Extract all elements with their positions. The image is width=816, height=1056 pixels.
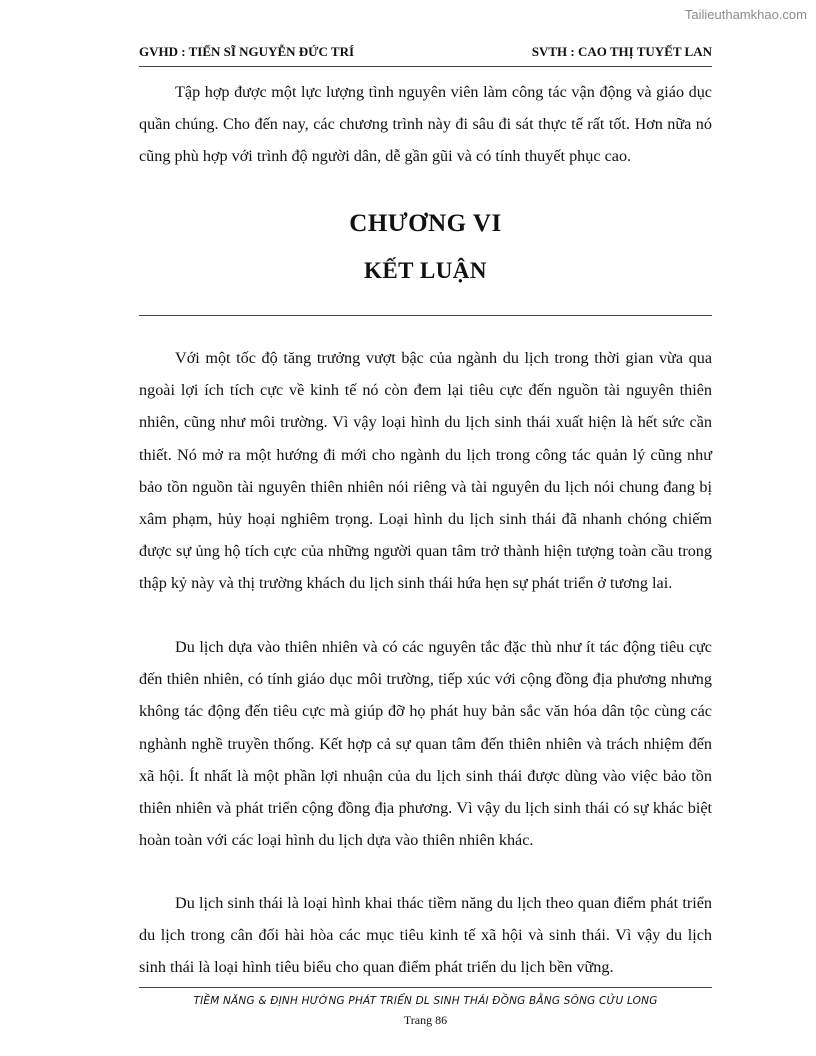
body-paragraph-2: Du lịch dựa vào thiên nhiên và có các nguyên tắc đặc thù như ít tác động tiêu cực đến thiên nhiên, có tính giáo dục môi trường, tiếp xúc với cộng đồng địa phương nhưng không tác động đến tiêu cực mà giúp đỡ họ phát huy bản sắc văn hóa dân tộc cùng các nghành nghề truyền thống. Kết hợp cả sự quan tâm đến thiên nhiên và trách nhiệm đến xã hội. Ít nhất là một phần lợi nhuận của du lịch sinh thái được dùng vào việc bảo tồn thiên nhiên và phát triển cộng đồng địa phương. Vì vậy du lịch sinh thái có sự khác biệt hoàn toàn với các loại hình du lịch dựa vào thiên nhiên khác. xyxy=(139,638,712,850)
footer-title: TIỀM NĂNG & ĐỊNH HƯỚNG PHÁT TRIỂN DL SINH THÁI ĐỒNG BẰNG SÔNG CỬU LONG xyxy=(193,995,658,1007)
intro-paragraph: Tập hợp được một lực lượng tình nguyên viên làm công tác vận động và giáo dục quần chúng. Cho đến nay, các chương trình này đi sâu đi sát thực tế rất tốt. Hơn nữa nó cũng phù hợp với trình độ người dân, dễ gần gũi và có tính thuyết phục cao. xyxy=(139,83,712,166)
page-header xyxy=(139,44,712,64)
header-divider xyxy=(139,66,712,67)
chapter-title: KẾT LUẬN xyxy=(363,258,488,283)
footer-divider xyxy=(139,987,712,988)
body-paragraph-3: Du lịch sinh thái là loại hình khai thác tiềm năng du lịch theo quan điểm phát triển du lịch trong cân đối hài hòa các mục tiêu kinh tế xã hội và sinh thái. Vì vậy du lịch sinh thái là loại hình tiêu biểu cho quan điểm phát triển du lịch bền vững. xyxy=(139,894,712,977)
chapter-number: CHƯƠNG VI xyxy=(349,210,502,237)
watermark: Tailieuthamkhao.com xyxy=(684,7,807,22)
header-student: SVTH : CAO THỊ TUYẾT LAN xyxy=(531,44,712,59)
chapter-divider xyxy=(139,315,712,316)
header-supervisor: GVHD : TIẾN SĨ NGUYỄN ĐỨC TRÍ xyxy=(139,44,355,59)
body-paragraph-1: Với một tốc độ tăng trưởng vượt bậc của ngành du lịch trong thời gian vừa qua ngoài lợi ích tích cực về kinh tế nó còn đem lại tiêu cực đến nguồn tài nguyên thiên nhiên, cũng như môi trường. Vì vậy loại hình du lịch sinh thái xuất hiện là hết sức cần thiết. Nó mở ra một hướng đi mới cho ngành du lịch trong công tác quản lý cũng như bảo tồn nguồn tài nguyên thiên nhiên nói riêng và tài nguyên du lịch nói chung đang bị xâm phạm, hủy hoại nghiêm trọng. Loại hình du lịch sinh thái đã nhanh chóng chiếm được sự ủng hộ tích cực của những người quan tâm trở thành hiện tượng toàn cầu trong thập kỷ này và thị trường khách du lịch sinh thái hứa hẹn sự phát triển ở tương lai. xyxy=(139,349,712,593)
page-number: Trang 86 xyxy=(403,1013,448,1027)
